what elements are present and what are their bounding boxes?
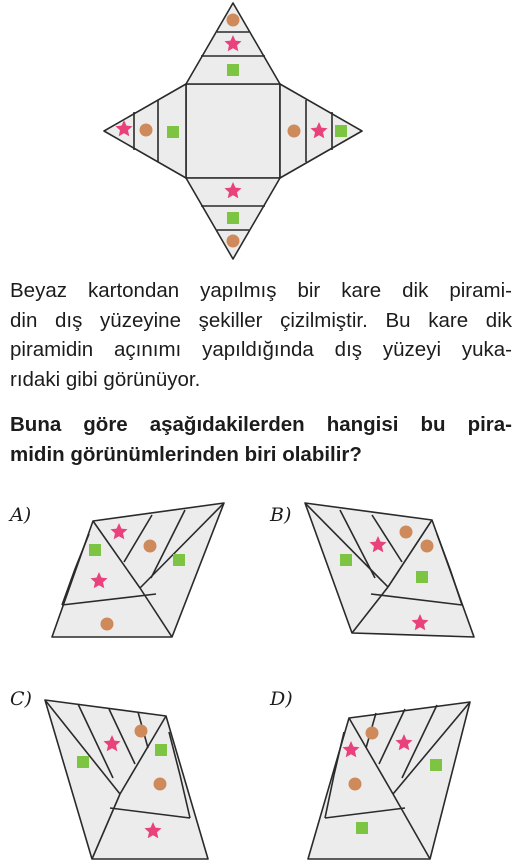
circle-icon — [288, 125, 301, 138]
circle-icon — [227, 14, 240, 27]
square-icon — [155, 744, 167, 756]
square-icon — [416, 571, 428, 583]
circle-icon — [349, 778, 362, 791]
star-icon — [110, 523, 127, 539]
option-c-label[interactable]: C) — [10, 688, 32, 710]
pyramid-outline — [308, 702, 470, 859]
question-text — [10, 410, 512, 469]
square-icon — [430, 759, 442, 771]
pyramid-net — [0, 0, 519, 260]
net-base-square — [186, 84, 280, 178]
square-icon — [173, 554, 185, 566]
square-icon — [227, 64, 239, 76]
circle-icon — [227, 235, 240, 248]
circle-icon — [366, 727, 379, 740]
square-icon — [227, 212, 239, 224]
description-line: Beyaz kartondan yapılmış bir kare dik pirami- — [10, 279, 512, 302]
option-d-label[interactable]: D) — [270, 688, 293, 710]
square-icon — [77, 756, 89, 768]
circle-icon — [421, 540, 434, 553]
description-line: rıdaki gibi görünüyor. — [10, 367, 201, 391]
description-line: piramidin açınımı yapıldığında dış yüzeyi yuka- — [10, 338, 512, 361]
star-icon — [90, 572, 107, 588]
option-b-label[interactable]: B) — [270, 504, 292, 526]
option-a-label[interactable]: A) — [10, 504, 32, 526]
description-line: din dış yüzeyine şekiller çizilmiştir. Bu kare dik — [10, 308, 512, 332]
question-line: Buna göre aşağıdakilerden hangisi bu pira- — [10, 413, 512, 436]
square-icon — [356, 822, 368, 834]
square-icon — [167, 126, 179, 138]
circle-icon — [135, 725, 148, 738]
star-icon — [342, 741, 359, 757]
square-icon — [89, 544, 101, 556]
star-icon — [369, 536, 386, 552]
circle-icon — [154, 778, 167, 791]
pyramid-outline — [52, 503, 224, 637]
square-icon — [335, 125, 347, 137]
star-icon — [103, 735, 120, 751]
pyramid-outline — [305, 503, 474, 637]
star-icon — [411, 614, 428, 630]
circle-icon — [101, 618, 114, 631]
circle-icon — [140, 124, 153, 137]
star-icon — [144, 822, 161, 838]
circle-icon — [400, 526, 413, 539]
question-line: midin görünümlerinden biri olabilir? — [10, 442, 362, 466]
star-icon — [395, 734, 412, 750]
square-icon — [340, 554, 352, 566]
problem-description — [10, 276, 512, 394]
circle-icon — [144, 540, 157, 553]
pyramid-outline — [45, 700, 208, 859]
